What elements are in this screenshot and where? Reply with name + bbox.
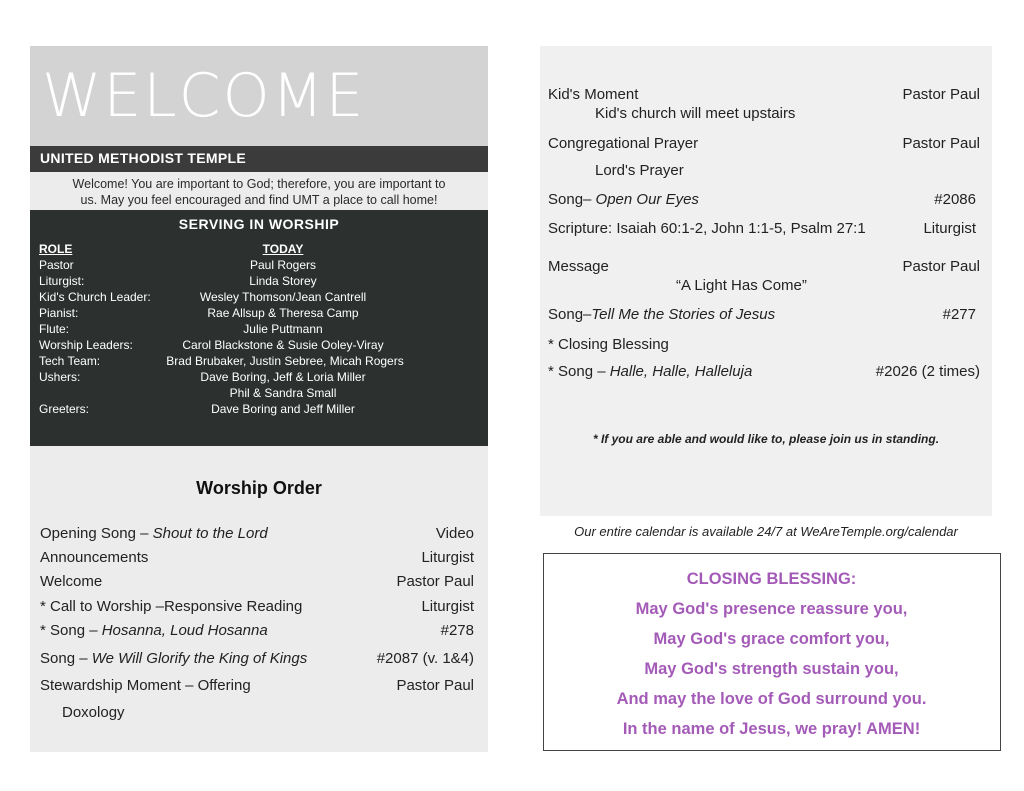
- welcome-title: WELCOME: [42, 61, 366, 131]
- order-item-label: Stewardship Moment – Offering: [40, 677, 251, 694]
- order-item-leader: Pastor Paul: [396, 573, 474, 590]
- serving-row: [30, 258, 488, 274]
- order-item-leader: Pastor Paul: [902, 135, 980, 152]
- order-item-label: * Closing Blessing: [548, 336, 669, 353]
- serving-role: Liturgist:: [39, 274, 85, 288]
- order-item-song-title: Hosanna, Loud Hosanna: [101, 622, 268, 639]
- order-item: [548, 220, 980, 242]
- serving-row: [30, 354, 488, 370]
- order-item: [40, 598, 474, 620]
- order-item-hymn-number: #278: [440, 622, 474, 639]
- message-title: “A Light Has Come”: [676, 277, 807, 294]
- calendar-note: Our entire calendar is available 24/7 at WeAreTemple.org/calendar: [574, 524, 958, 539]
- serving-row: [30, 274, 488, 290]
- serving-role: Tech Team:: [39, 354, 101, 368]
- order-item: [40, 549, 474, 571]
- order-item: [40, 622, 474, 644]
- serving-role: Kid's Church Leader:: [39, 290, 151, 304]
- role-column-header: ROLE: [39, 242, 73, 256]
- welcome-message-line: Welcome! You are important to God; therefore, you are important to: [72, 177, 446, 191]
- serving-role: Pastor: [39, 258, 74, 272]
- closing-blessing-line: May God's grace comfort you,: [653, 630, 890, 648]
- serving-row: [30, 306, 488, 322]
- serving-name: Rae Allsup & Theresa Camp: [207, 306, 359, 320]
- order-item-leader: Video: [435, 525, 474, 542]
- order-item-song-title: Open Our Eyes: [595, 191, 699, 208]
- order-item-leader: Liturgist: [923, 220, 976, 237]
- serving-role: Greeters:: [39, 402, 90, 416]
- order-item: [548, 306, 980, 328]
- serving-name: Carol Blackstone & Susie Ooley-Viray: [182, 338, 384, 352]
- order-item: [548, 135, 980, 157]
- serving-name: Dave Boring and Jeff Miller: [211, 402, 355, 416]
- order-item-label: Kid's Moment: [548, 86, 639, 103]
- order-item: [548, 363, 980, 385]
- order-item-label: Opening Song –: [40, 525, 153, 542]
- closing-blessing-title: CLOSING BLESSING:: [686, 570, 857, 588]
- church-name-bar: [30, 146, 488, 172]
- order-item-label: Song –: [40, 650, 92, 667]
- order-item-hymn-number: #2086: [934, 191, 976, 208]
- order-item: [40, 573, 474, 595]
- welcome-message-line: us. May you feel encouraged and find UMT a place to call home!: [80, 193, 438, 207]
- order-item-leader: Liturgist: [421, 598, 474, 615]
- order-item-label: Song–: [548, 306, 592, 323]
- serving-name: Brad Brubaker, Justin Sebree, Micah Rogers: [166, 354, 404, 368]
- closing-blessing-line: May God's presence reassure you,: [635, 600, 908, 618]
- serving-in-worship-box: [30, 210, 488, 446]
- serving-name: Linda Storey: [249, 274, 317, 288]
- order-item-leader: Liturgist: [421, 549, 474, 566]
- serving-role: Ushers:: [39, 370, 81, 384]
- serving-name: Paul Rogers: [249, 258, 317, 272]
- serving-role: Worship Leaders:: [39, 338, 133, 352]
- order-item-label: * Song –: [40, 622, 102, 639]
- order-item: [548, 336, 980, 358]
- order-item-song-title: Shout to the Lord: [152, 525, 268, 542]
- order-item-label: * Call to Worship –Responsive Reading: [40, 598, 303, 615]
- closing-blessing-line: In the name of Jesus, we pray! AMEN!: [622, 720, 921, 738]
- kids-church-note: Kid's church will meet upstairs: [595, 105, 796, 122]
- serving-name: Dave Boring, Jeff & Loria Miller: [200, 370, 366, 384]
- order-item: [40, 650, 474, 672]
- order-item-hymn-number: #2087 (v. 1&4): [376, 650, 474, 667]
- order-item-song-title: Tell Me the Stories of Jesus: [591, 306, 776, 323]
- order-item-leader: Pastor Paul: [902, 86, 980, 103]
- order-item-hymn-number: #277: [942, 306, 976, 323]
- serving-row: [30, 386, 488, 402]
- order-item: [548, 191, 980, 213]
- serving-title: SERVING IN WORSHIP: [178, 216, 340, 232]
- serving-row: [30, 322, 488, 338]
- order-item: [40, 677, 474, 699]
- order-item-leader: Pastor Paul: [396, 677, 474, 694]
- serving-role: Flute:: [39, 322, 70, 336]
- serving-row: [30, 402, 488, 418]
- standing-note: * If you are able and would like to, please join us in standing.: [592, 432, 940, 446]
- order-item-label: * Song –: [548, 363, 610, 380]
- serving-name: Wesley Thomson/Jean Cantrell: [199, 290, 367, 304]
- serving-row: [30, 290, 488, 306]
- order-item-leader: Pastor Paul: [902, 258, 980, 275]
- order-item-label: Scripture: Isaiah 60:1-2, John 1:1-5, Psalm 27:1: [548, 220, 866, 237]
- order-item-label: Congregational Prayer: [548, 135, 699, 152]
- order-item-song-title: Halle, Halle, Halleluja: [609, 363, 753, 380]
- serving-name: Phil & Sandra Small: [229, 386, 337, 400]
- order-item-label: Song–: [548, 191, 596, 208]
- order-item-label: Message: [548, 258, 609, 275]
- closing-blessing-line: And may the love of God surround you.: [616, 690, 927, 708]
- welcome-message: [30, 176, 488, 208]
- today-column-header: TODAY: [262, 242, 304, 256]
- order-item-label: Announcements: [40, 549, 149, 566]
- lords-prayer: Lord's Prayer: [595, 162, 684, 179]
- closing-blessing-line: May God's strength sustain you,: [644, 660, 899, 678]
- church-name: UNITED METHODIST TEMPLE: [40, 150, 247, 166]
- order-item-label: Welcome: [40, 573, 103, 590]
- doxology: Doxology: [62, 704, 125, 721]
- serving-row: [30, 370, 488, 386]
- order-item: [40, 525, 474, 547]
- closing-blessing-box: [543, 553, 1001, 751]
- serving-row: [30, 338, 488, 354]
- serving-name: Julie Puttmann: [243, 322, 323, 336]
- order-item-hymn-number: #2026 (2 times): [875, 363, 980, 380]
- serving-role: Pianist:: [39, 306, 79, 320]
- order-item-song-title: We Will Glorify the King of Kings: [91, 650, 308, 667]
- worship-order-title: Worship Order: [196, 478, 322, 498]
- welcome-banner: [30, 46, 488, 146]
